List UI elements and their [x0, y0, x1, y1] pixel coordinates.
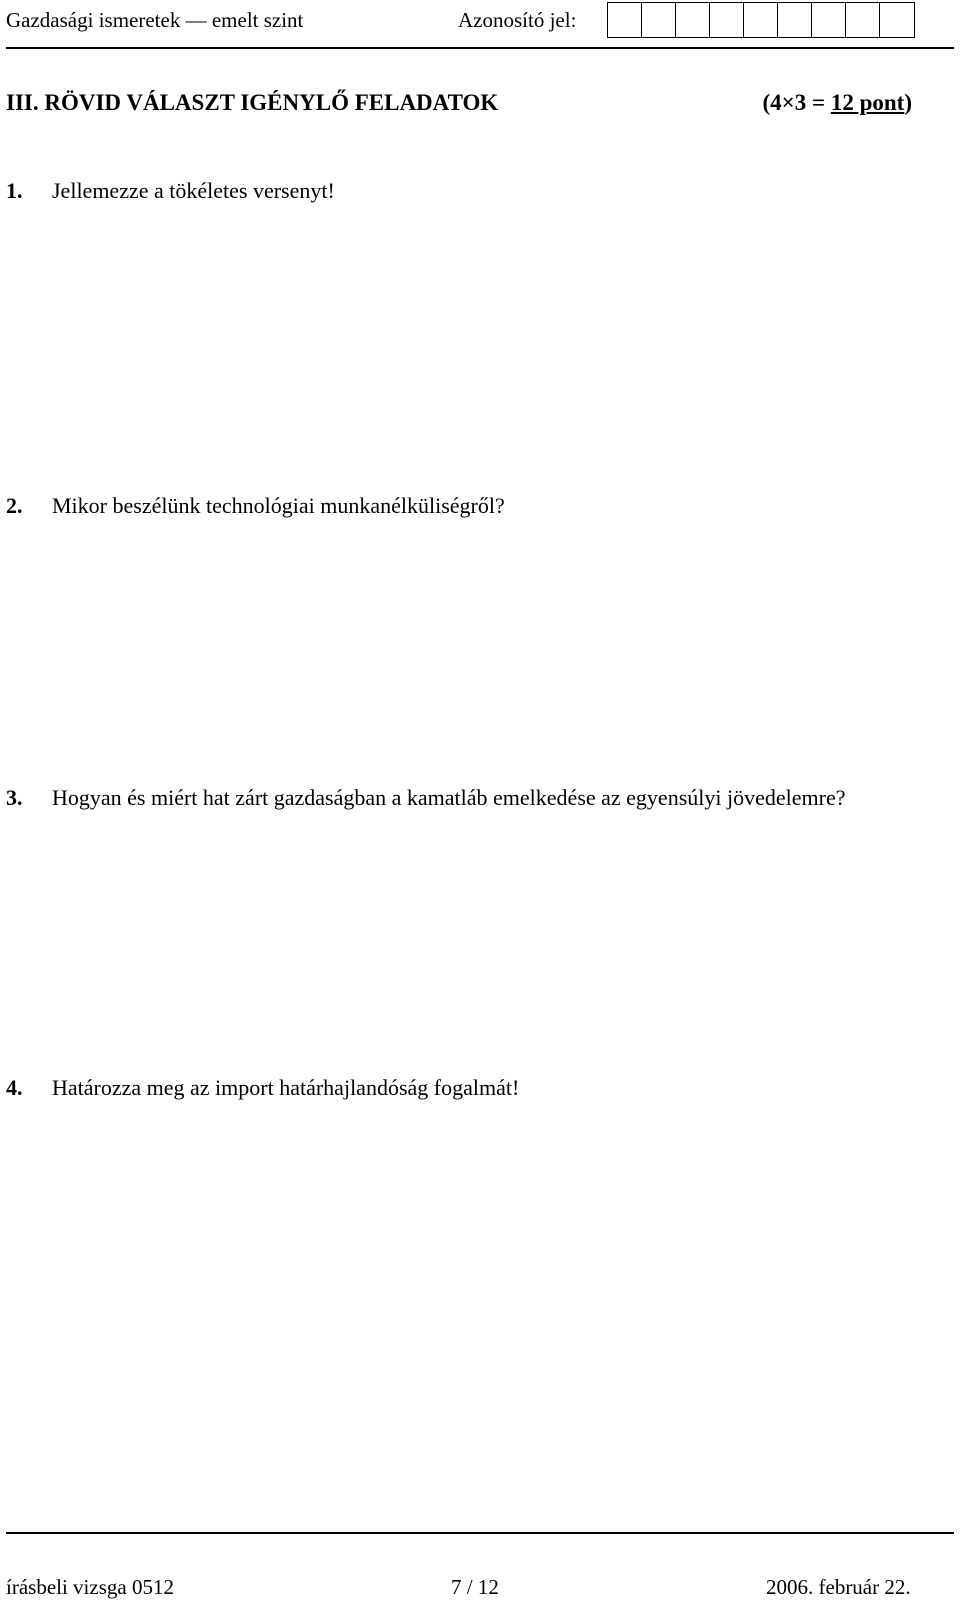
question-text: Mikor beszélünk technológiai munkanélküliségről? — [52, 493, 505, 518]
question-number: 4. — [6, 1075, 23, 1100]
question-4 — [6, 1074, 906, 1101]
id-box[interactable] — [812, 3, 846, 37]
question-1 — [6, 177, 906, 204]
question-2 — [6, 492, 906, 519]
footer-exam-code: írásbeli vizsga 0512 — [6, 1575, 174, 1599]
question-text: Jellemezze a tökéletes versenyt! — [52, 178, 335, 203]
id-box[interactable] — [642, 3, 676, 37]
points-suffix: ) — [904, 90, 912, 115]
section-points — [762, 90, 912, 116]
header-subject: Gazdasági ismeretek — emelt szint — [6, 8, 304, 32]
id-label: Azonosító jel: — [458, 8, 577, 32]
points-value: 12 pont — [830, 90, 905, 115]
header-divider — [6, 47, 954, 49]
footer-date: 2006. február 22. — [766, 1575, 911, 1599]
id-box[interactable] — [778, 3, 812, 37]
id-boxes — [607, 2, 915, 38]
id-box[interactable] — [880, 3, 914, 37]
footer-page-number: 7 / 12 — [451, 1575, 499, 1599]
question-number: 1. — [6, 178, 23, 203]
points-prefix: (4×3 = — [762, 90, 831, 115]
question-text: Hogyan és miért hat zárt gazdaságban a kamatláb emelkedése az egyensúlyi jövedelemre? — [52, 785, 846, 810]
question-text: Határozza meg az import határhajlandóság fogalmát! — [52, 1075, 520, 1100]
id-box[interactable] — [846, 3, 880, 37]
section-title: III. RÖVID VÁLASZT IGÉNYLŐ FELADATOK — [6, 90, 499, 115]
id-box[interactable] — [608, 3, 642, 37]
question-number: 2. — [6, 493, 23, 518]
footer-divider — [6, 1532, 954, 1534]
question-3 — [6, 784, 906, 811]
question-number: 3. — [6, 785, 23, 810]
id-box[interactable] — [710, 3, 744, 37]
id-box[interactable] — [744, 3, 778, 37]
id-box[interactable] — [676, 3, 710, 37]
